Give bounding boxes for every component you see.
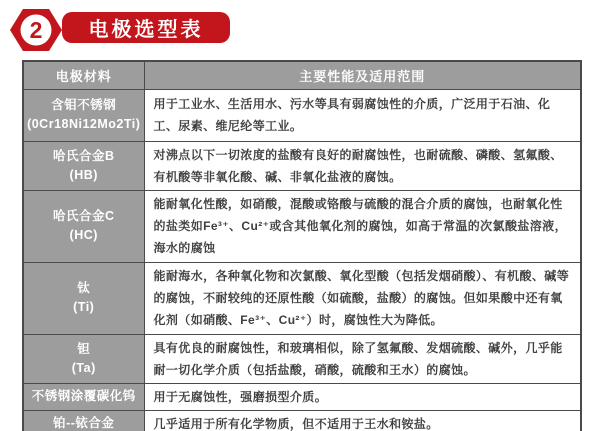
table-row: [23, 334, 581, 383]
material-description: 具有优良的耐腐蚀性，和玻璃相似，除了氢氟酸、发烟硫酸、碱外，几乎能耐一切化学介质（包括盐酸，硝酸，硫酸和王水）的腐蚀。: [144, 334, 581, 383]
material-grade: (0Cr18Ni12Mo2Ti): [27, 117, 141, 131]
page-title: 电极选型表: [88, 19, 204, 41]
hexagon-badge-icon: [9, 7, 63, 53]
material-name: 哈氏合金C: [52, 209, 115, 223]
material-grade: (Ta): [71, 360, 96, 375]
section-number-badge: [9, 7, 63, 53]
material-name: 钽: [77, 341, 91, 356]
material-description: 能耐氧化性酸，如硝酸，混酸或铬酸与硫酸的混合介质的腐蚀，也耐氧化性的盐类如Fe³⁺、Cu²⁺或含其他氧化剂的腐蚀，如高于常温的次氯酸盐溶液，海水的腐蚀: [144, 190, 581, 262]
column-header-material: 电极材料: [23, 61, 144, 89]
material-name: 铂--铱合金: [53, 416, 115, 430]
material-name: 含钼不锈钢: [51, 98, 117, 112]
material-name: 钛: [77, 281, 91, 295]
material-description: 几乎适用于所有化学物质，但不适用于王水和铵盐。: [144, 410, 581, 431]
badge-number: 2: [29, 17, 43, 43]
material-description: 用于工业水、生活用水、污水等具有弱腐蚀性的介质，广泛用于石油、化工、尿素、维尼纶等工业。: [144, 89, 581, 141]
table-row: [23, 410, 581, 431]
material-name: 哈氏合金B: [52, 148, 115, 163]
table-row: [23, 141, 581, 190]
electrode-selection-table: [22, 60, 582, 431]
material-grade: (HB): [69, 167, 98, 182]
material-description: 对沸点以下一切浓度的盐酸有良好的耐腐蚀性，也耐硫酸、磷酸、氢氟酸、有机酸等非氧化酸、碱、非氧化盐液的腐蚀。: [144, 141, 581, 190]
table-row: [23, 262, 581, 334]
section-title-banner: [62, 12, 230, 43]
material-grade: (HC): [69, 228, 98, 242]
material-name: 不锈钢涂覆碳化钨: [31, 389, 136, 403]
material-grade: (Ti): [73, 300, 95, 314]
table-row: [23, 190, 581, 262]
column-header-performance: 主要性能及适用范围: [144, 61, 581, 89]
table-row: [23, 383, 581, 410]
material-description: 用于无腐蚀性，强磨损型介质。: [144, 383, 581, 410]
material-description: 能耐海水，各种氧化物和次氯酸、氧化型酸（包括发烟硝酸）、有机酸、碱等的腐蚀，不耐较纯的还原性酸（如硫酸，盐酸）的腐蚀。但如果酸中还有氧化剂（如硝酸、Fe³⁺、Cu²⁺）时，腐蚀性大为降低。: [144, 262, 581, 334]
table-header-row: [23, 61, 581, 89]
table-row: [23, 89, 581, 141]
